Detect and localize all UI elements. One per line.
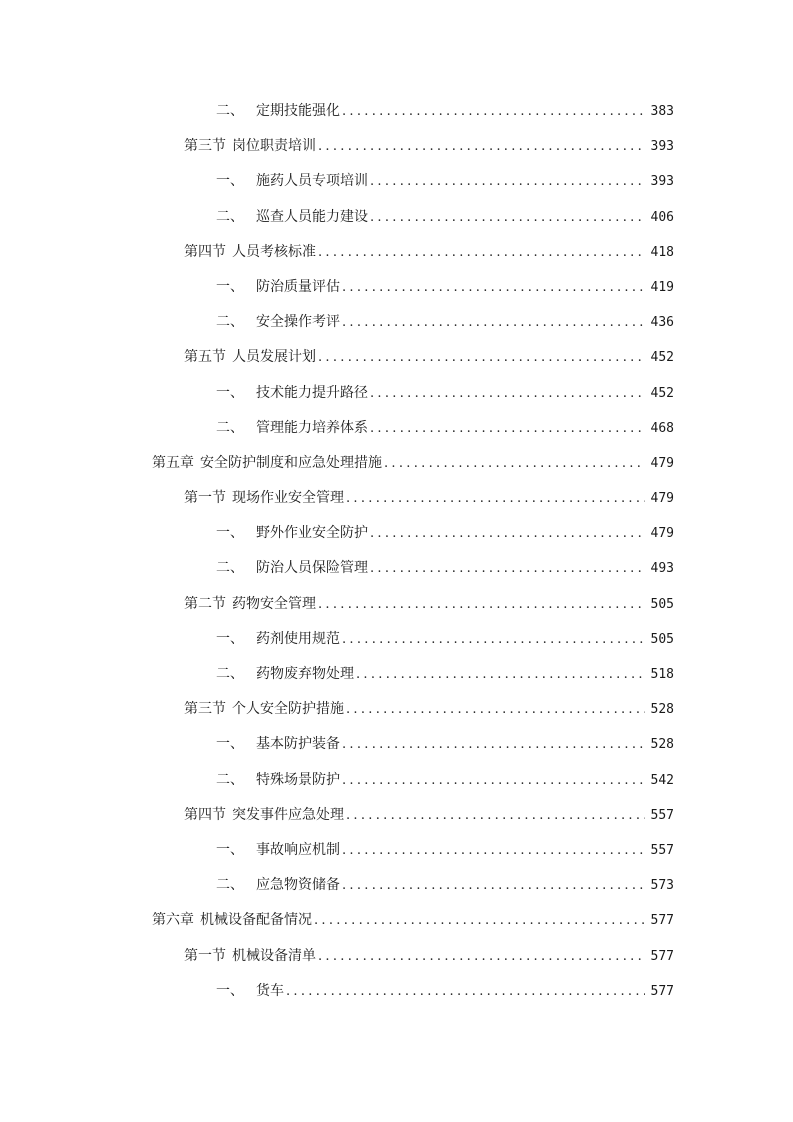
toc-entry-title: 突发事件应急处理 <box>232 806 344 823</box>
toc-entry-line <box>216 727 674 762</box>
toc-entry-title: 货车 <box>256 982 284 999</box>
dot-leader <box>314 903 645 938</box>
toc-entry-line <box>184 129 674 164</box>
toc-entry-page-number: 452 <box>650 350 674 366</box>
toc-entry-line <box>152 446 674 481</box>
toc-entry-number: 第三节 <box>184 701 226 718</box>
toc-entry[interactable] <box>0 270 793 305</box>
toc-entry[interactable] <box>0 587 793 622</box>
toc-entry-number: 二、 <box>216 314 244 331</box>
toc-entry-page-number: 436 <box>650 315 674 331</box>
toc-entry-title: 特殊场景防护 <box>256 771 340 788</box>
toc-entry-line <box>184 481 674 516</box>
toc-entry-title: 安全操作考评 <box>256 314 340 331</box>
toc-entry-line <box>216 516 674 551</box>
toc-entry-title: 施药人员专项培训 <box>256 173 368 190</box>
toc-entry-line <box>216 974 674 1009</box>
dot-leader <box>318 939 645 974</box>
toc-entry-page-number: 528 <box>650 737 674 753</box>
toc-entry[interactable] <box>0 868 793 903</box>
toc-entry-number: 一、 <box>216 278 244 295</box>
toc-entry-line <box>184 587 674 622</box>
toc-entry-page-number: 452 <box>650 385 674 401</box>
dot-leader <box>342 622 645 657</box>
toc-entry-page-number: 493 <box>650 561 674 577</box>
dot-leader <box>370 551 645 586</box>
toc-entry[interactable] <box>0 516 793 551</box>
toc-entry[interactable] <box>0 411 793 446</box>
toc-entry-number: 一、 <box>216 630 244 647</box>
toc-entry-page-number: 542 <box>650 772 674 788</box>
toc-entry-page-number: 479 <box>650 455 674 471</box>
toc-entry[interactable] <box>0 551 793 586</box>
toc-entry-title: 管理能力培养体系 <box>256 419 368 436</box>
dot-leader <box>342 833 645 868</box>
toc-entry-page-number: 577 <box>650 948 674 964</box>
toc-entry-number: 第二节 <box>184 595 226 612</box>
toc-entry-title: 基本防护装备 <box>256 736 340 753</box>
toc-entry-page-number: 383 <box>650 104 674 119</box>
toc-entry-title: 技术能力提升路径 <box>256 384 368 401</box>
toc-entry-page-number: 418 <box>650 244 674 260</box>
toc-entry-number: 二、 <box>216 560 244 577</box>
toc-entry-title: 巡查人员能力建设 <box>256 208 368 225</box>
toc-entry-line <box>184 798 674 833</box>
toc-entry-title: 岗位职责培训 <box>232 138 316 155</box>
toc-entry-number: 二、 <box>216 666 244 682</box>
toc-entry-line <box>216 551 674 586</box>
dot-leader <box>370 200 645 235</box>
dot-leader <box>318 129 645 164</box>
dot-leader <box>370 164 645 199</box>
dot-leader <box>318 235 645 270</box>
toc-entry-title: 野外作业安全防护 <box>256 525 368 542</box>
toc-entry[interactable] <box>0 727 793 762</box>
toc-entry[interactable] <box>0 164 793 199</box>
toc-entry[interactable] <box>0 903 793 938</box>
toc-entry-line <box>152 903 674 938</box>
toc-entry-line <box>184 340 674 375</box>
toc-entry-page-number: 406 <box>650 209 674 225</box>
dot-leader <box>370 411 645 446</box>
toc-entry-number: 第五节 <box>184 349 226 366</box>
toc-entry-number: 二、 <box>216 877 244 894</box>
toc-entry-title: 个人安全防护措施 <box>232 701 344 718</box>
toc-entry[interactable] <box>0 305 793 340</box>
dot-leader <box>318 340 645 375</box>
toc-entry-number: 一、 <box>216 384 244 401</box>
table-of-contents <box>0 94 793 1009</box>
toc-entry-line <box>184 235 674 270</box>
toc-entry-line <box>216 833 674 868</box>
dot-leader <box>318 587 645 622</box>
toc-entry[interactable] <box>0 974 793 1009</box>
toc-entry-title: 药剂使用规范 <box>256 630 340 647</box>
toc-entry[interactable] <box>0 376 793 411</box>
dot-leader <box>346 692 645 727</box>
toc-entry-number: 二、 <box>216 103 244 119</box>
toc-entry-line <box>216 270 674 305</box>
toc-entry-page-number: 573 <box>650 878 674 894</box>
toc-entry-title: 机械设备配备情况 <box>200 912 312 929</box>
toc-entry-line <box>184 692 674 727</box>
dot-leader <box>342 270 645 305</box>
toc-entry-line <box>216 305 674 340</box>
toc-entry-title: 药物废弃物处理 <box>256 666 354 682</box>
toc-entry[interactable] <box>0 340 793 375</box>
dot-leader <box>346 798 645 833</box>
toc-entry-page-number: 528 <box>650 702 674 718</box>
dot-leader <box>384 446 645 481</box>
toc-entry[interactable] <box>0 692 793 727</box>
dot-leader <box>342 763 645 798</box>
toc-entry-line <box>216 376 674 411</box>
toc-entry-number: 一、 <box>216 736 244 753</box>
toc-entry-page-number: 577 <box>650 913 674 929</box>
toc-entry-title: 人员考核标准 <box>232 243 316 260</box>
toc-entry-line <box>216 868 674 903</box>
dot-leader <box>342 305 645 340</box>
toc-entry-page-number: 557 <box>650 842 674 858</box>
toc-entry-number: 第四节 <box>184 243 226 260</box>
toc-entry-title: 定期技能强化 <box>256 103 340 119</box>
toc-entry-title: 防治人员保险管理 <box>256 560 368 577</box>
toc-entry-number: 二、 <box>216 208 244 225</box>
toc-entry-page-number: 393 <box>650 139 674 155</box>
toc-entry[interactable] <box>0 833 793 868</box>
toc-entry-number: 二、 <box>216 771 244 788</box>
toc-entry-number: 第三节 <box>184 138 226 155</box>
toc-entry-title: 机械设备清单 <box>232 947 316 964</box>
dot-leader <box>346 481 645 516</box>
toc-entry[interactable] <box>0 200 793 235</box>
toc-entry-page-number: 468 <box>650 420 674 436</box>
toc-entry-number: 一、 <box>216 982 244 999</box>
toc-entry-line <box>216 200 674 235</box>
dot-leader <box>342 868 645 903</box>
toc-entry-page-number: 557 <box>650 807 674 823</box>
toc-entry-page-number: 479 <box>650 526 674 542</box>
toc-entry-page-number: 518 <box>650 667 674 682</box>
toc-entry-number: 一、 <box>216 525 244 542</box>
toc-entry-page-number: 479 <box>650 491 674 507</box>
toc-entry-number: 第五章 <box>152 454 194 471</box>
dot-leader <box>342 727 645 762</box>
toc-entry-page-number: 505 <box>650 596 674 612</box>
dot-leader <box>286 974 645 1009</box>
toc-entry-title: 人员发展计划 <box>232 349 316 366</box>
toc-entry[interactable] <box>0 94 793 129</box>
toc-entry-page-number: 393 <box>650 174 674 190</box>
toc-entry-number: 第六章 <box>152 912 194 929</box>
toc-entry[interactable] <box>0 763 793 798</box>
toc-entry-line <box>216 622 674 657</box>
toc-entry-title: 药物安全管理 <box>232 595 316 612</box>
toc-entry-number: 一、 <box>216 841 244 858</box>
toc-entry-title: 事故响应机制 <box>256 841 340 858</box>
toc-entry-page-number: 419 <box>650 279 674 295</box>
dot-leader <box>370 376 645 411</box>
toc-entry[interactable] <box>0 446 793 481</box>
toc-entry-number: 第一节 <box>184 490 226 507</box>
dot-leader <box>342 94 645 129</box>
toc-entry-line <box>184 939 674 974</box>
toc-entry-number: 二、 <box>216 419 244 436</box>
toc-entry-line <box>216 763 674 798</box>
toc-entry-title: 现场作业安全管理 <box>232 490 344 507</box>
toc-entry-number: 第一节 <box>184 947 226 964</box>
toc-entry-line <box>216 657 674 692</box>
dot-leader <box>370 516 645 551</box>
toc-entry-number: 一、 <box>216 173 244 190</box>
toc-entry-number: 第四节 <box>184 806 226 823</box>
toc-entry[interactable] <box>0 129 793 164</box>
toc-entry-line <box>216 164 674 199</box>
toc-entry[interactable] <box>0 939 793 974</box>
toc-entry[interactable] <box>0 798 793 833</box>
toc-entry-page-number: 505 <box>650 631 674 647</box>
toc-entry[interactable] <box>0 481 793 516</box>
toc-entry-title: 安全防护制度和应急处理措施 <box>200 454 382 471</box>
toc-entry[interactable] <box>0 622 793 657</box>
toc-entry-page-number: 577 <box>650 983 674 999</box>
toc-entry[interactable] <box>0 235 793 270</box>
toc-entry-line <box>216 94 674 129</box>
toc-entry-title: 防治质量评估 <box>256 278 340 295</box>
toc-entry-title: 应急物资储备 <box>256 877 340 894</box>
toc-entry[interactable] <box>0 657 793 692</box>
toc-entry-line <box>216 411 674 446</box>
dot-leader <box>356 657 645 692</box>
